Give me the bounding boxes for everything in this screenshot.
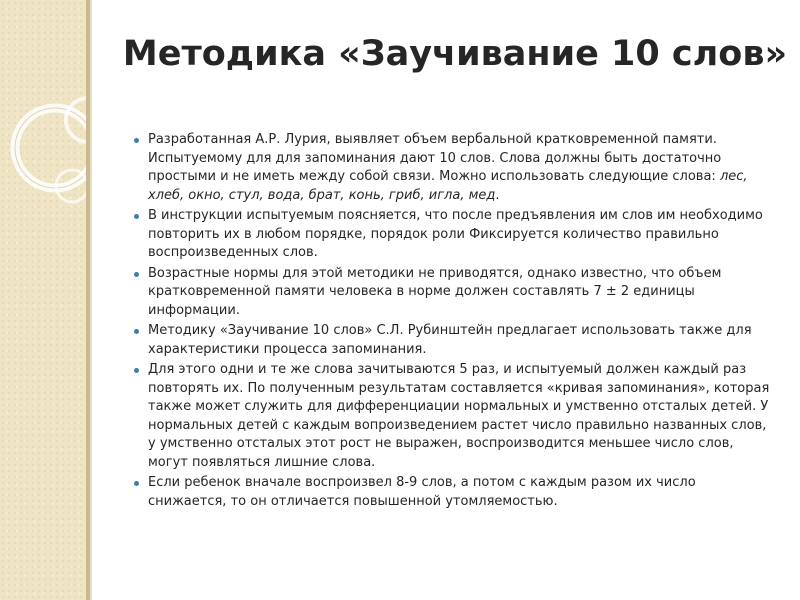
- bullet-item: [134, 361, 774, 472]
- bullet-dot-icon: [134, 481, 139, 486]
- slide-bullet-list: [134, 131, 774, 513]
- bullet-text: В инструкции испытуемым поясняется, что после предъявления им слов им необходимо повторить их в любом порядке, порядок роли Фиксируется количество правильно воспроизведенных слов.: [148, 208, 763, 260]
- bullet-text: Для этого одни и те же слова зачитываются 5 раз, и испытуемый должен каждый раз повторять их. По полученным результатам составляется «кривая запоминания», которая также может служить для дифференциации нормальных и умственно отсталых детей. У нормальных детей с каждым вопроизведением растет число правильно названных слов, у умственно отсталых этот рост не выражен, воспроизводится меньшее число слов, могут появляться лишние слова.: [148, 362, 770, 470]
- bullet-item: [134, 131, 774, 205]
- bullet-dot-icon: [134, 368, 139, 373]
- side-panel-border-light: [90, 0, 92, 600]
- bullet-text: Если ребенок вначале воспроизвел 8-9 слов, а потом с каждым разом их число снижается, то он отличается повышенной утомляемостью.: [148, 475, 696, 509]
- bullet-dot-icon: [134, 329, 139, 334]
- bullet-item: [134, 265, 774, 321]
- bullet-text: Методику «Заучивание 10 слов» С.Л. Рубинштейн предлагает использовать также для характеристики процесса запоминания.: [148, 323, 752, 357]
- bullet-text: Разработанная А.Р. Лурия, выявляет объем вербальной кратковременной памяти. Испытуемому для для запоминания дают 10 слов. Слова должны быть достаточно простыми и не иметь между собой связи. Можно использовать следующие слова:: [148, 132, 722, 184]
- bullet-item: [134, 322, 774, 359]
- decorative-rings-graphic: [0, 0, 86, 600]
- bullet-text: Возрастные нормы для этой методики не приводятся, однако известно, что объем кратковременной памяти человека в норме должен составлять 7 ± 2 единицы информации.: [148, 265, 722, 318]
- bullet-word-list: лес, хлеб, окно, стул, вода, брат, конь, гриб, игла, мед: [148, 169, 748, 203]
- slide-title: Методика «Заучивание 10 слов»: [122, 34, 788, 74]
- bullet-dot-icon: [134, 214, 139, 219]
- bullet-item: [134, 207, 774, 263]
- bullet-dot-icon: [134, 138, 139, 143]
- bullet-item: [134, 474, 774, 511]
- decorative-side-panel: [0, 0, 86, 600]
- bullet-dot-icon: [134, 272, 139, 277]
- bullet-text-end: .: [495, 187, 500, 203]
